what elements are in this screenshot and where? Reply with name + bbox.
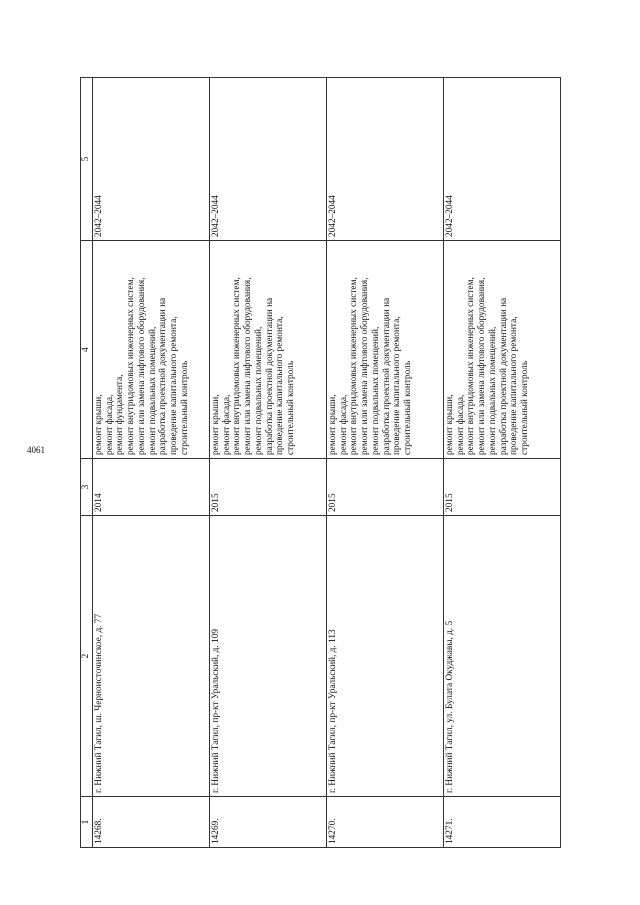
- address-cell: г. Нижний Тагил, пр-кт Уральский, д. 113: [327, 516, 444, 797]
- work-item: ремонт подвальных помещений,: [147, 326, 158, 455]
- works-cell: [327, 241, 444, 459]
- work-item: ремонт внутридомовых инженерных систем,: [232, 277, 243, 455]
- table-row: [210, 78, 327, 848]
- page-number: 4061: [27, 445, 45, 455]
- header-cell: 4: [81, 241, 93, 459]
- work-item: ремонт внутридомовых инженерных систем,: [126, 277, 137, 455]
- row-number: 14268.: [93, 797, 210, 848]
- header-cell: 5: [81, 78, 93, 241]
- work-item: ремонт крыши,: [94, 394, 104, 455]
- work-item: ремонт фундамента,: [115, 374, 126, 455]
- period-cell: 2042–2044: [444, 78, 561, 241]
- row-number: 14269.: [210, 797, 327, 848]
- header-cell: 1: [81, 797, 93, 848]
- work-item: проведение капитального ремонта,: [509, 316, 520, 455]
- work-item: ремонт внутридомовых инженерных систем,: [349, 277, 360, 455]
- work-item: проведение капитального ремонта,: [275, 316, 286, 455]
- work-item: разработка проектной документации на: [158, 297, 169, 455]
- table-header-row: [81, 78, 93, 848]
- work-item: ремонт подвальных помещений,: [253, 326, 264, 455]
- work-item: ремонт фасада,: [455, 394, 466, 455]
- work-item: ремонт подвальных помещений,: [370, 326, 381, 455]
- row-number: 14271.: [444, 797, 561, 848]
- table-row: [444, 78, 561, 848]
- address-cell: г. Нижний Тагил, пр-кт Уральский, д. 109: [210, 516, 327, 797]
- year-cell: 2015: [444, 459, 561, 516]
- period-cell: 2042–2044: [210, 78, 327, 241]
- works-cell: [93, 241, 210, 459]
- address-cell: г. Нижний Тагил, ул. Булата Окуджавы, д. 5: [444, 516, 561, 797]
- work-item: строительный контроль: [285, 360, 296, 455]
- year-cell: 2015: [327, 459, 444, 516]
- work-item: проведение капитального ремонта,: [392, 316, 403, 455]
- work-item: ремонт фасада,: [104, 394, 115, 455]
- work-item: строительный контроль: [179, 360, 190, 455]
- header-cell: 3: [81, 459, 93, 516]
- work-item: ремонт внутридомовых инженерных систем,: [466, 277, 477, 455]
- work-item: разработка проектной документации на: [264, 297, 275, 455]
- year-cell: 2015: [210, 459, 327, 516]
- year-cell: 2014: [93, 459, 210, 516]
- table-row: [327, 78, 444, 848]
- work-item: строительный контроль: [402, 360, 413, 455]
- work-item: разработка проектной документации на: [498, 297, 509, 455]
- work-item: строительный контроль: [519, 360, 530, 455]
- work-item: разработка проектной документации на: [381, 297, 392, 455]
- repair-schedule-table: [80, 77, 561, 848]
- work-item: ремонт крыши,: [445, 394, 455, 455]
- works-cell: [444, 241, 561, 459]
- work-item: ремонт крыши,: [211, 394, 221, 455]
- work-item: ремонт или замена лифтового оборудования,: [136, 277, 147, 455]
- work-item: ремонт фасада,: [221, 394, 232, 455]
- work-item: ремонт или замена лифтового оборудования,: [243, 277, 254, 455]
- period-cell: 2042–2044: [327, 78, 444, 241]
- work-item: ремонт или замена лифтового оборудования,: [477, 277, 488, 455]
- work-item: ремонт фасада,: [338, 394, 349, 455]
- address-cell: г. Нижний Тагил, ш. Черноисточинское, д. 77: [93, 516, 210, 797]
- work-item: ремонт или замена лифтового оборудования,: [360, 277, 371, 455]
- period-cell: 2042–2044: [93, 78, 210, 241]
- work-item: ремонт крыши,: [328, 394, 338, 455]
- header-cell: 2: [81, 516, 93, 797]
- table-row: [93, 78, 210, 848]
- work-item: ремонт подвальных помещений,: [487, 326, 498, 455]
- work-item: проведение капитального ремонта,: [168, 316, 179, 455]
- row-number: 14270.: [327, 797, 444, 848]
- works-cell: [210, 241, 327, 459]
